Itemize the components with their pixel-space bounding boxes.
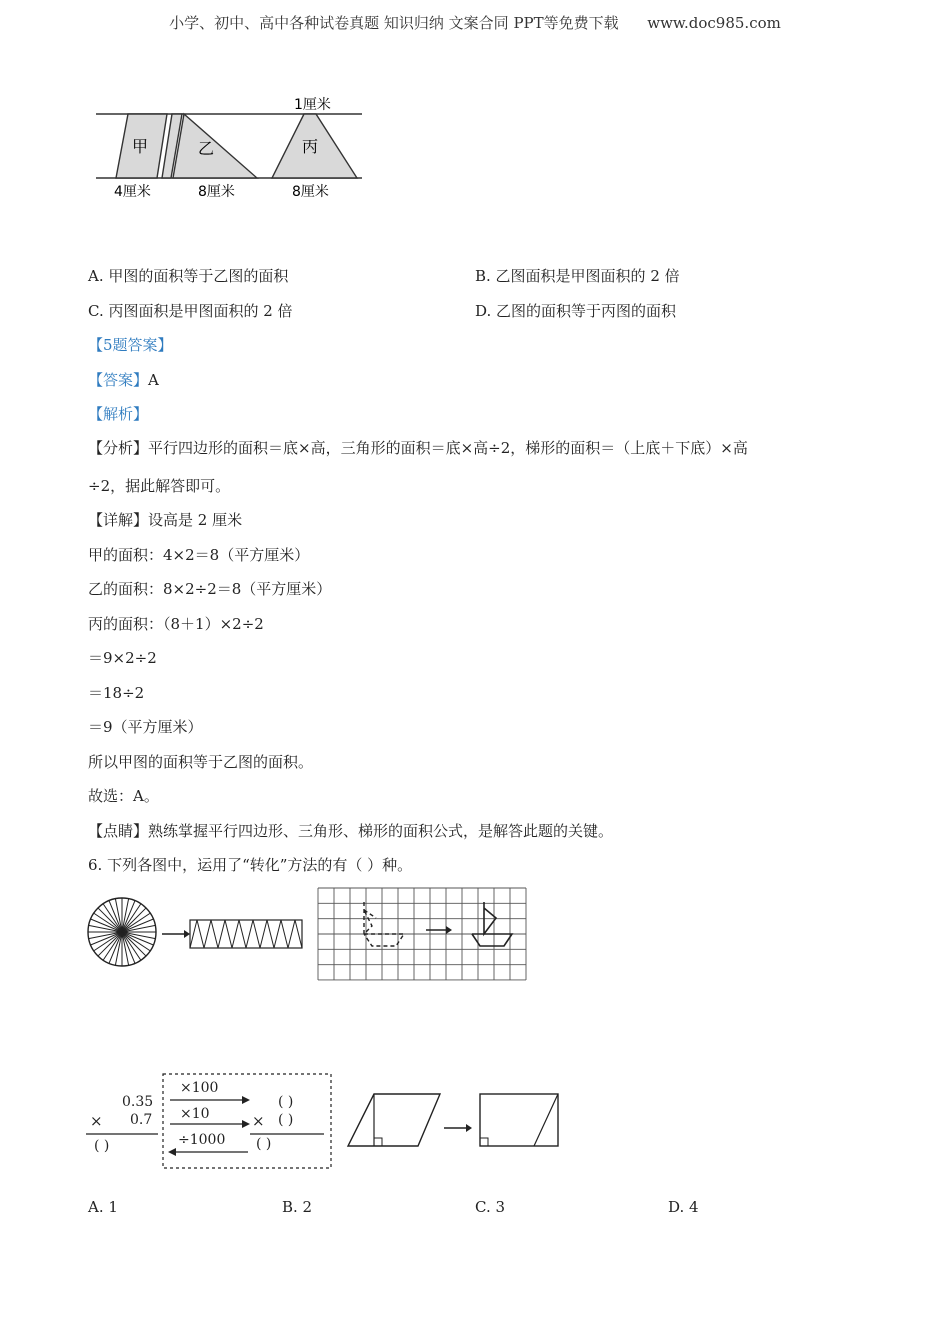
calc-line-2: 乙的面积：8×2÷2＝8（平方厘米） (88, 580, 332, 598)
header-site: www.doc985.com (647, 14, 781, 32)
arrow-head-3 (466, 1124, 472, 1132)
cut-line (534, 1094, 558, 1146)
arrow-head-2 (446, 926, 452, 934)
times-sign: × (90, 1112, 103, 1130)
figure-q6-circle (86, 894, 306, 974)
q6-option-b: B. 2 (282, 1198, 313, 1216)
q6-option-a: A. 1 (88, 1198, 118, 1216)
detail-line (88, 509, 242, 530)
result-paren: ( ) (94, 1138, 110, 1154)
tip-text: 熟练掌握平行四边形、三角形、梯形的面积公式，是解答此题的关键。 (148, 822, 614, 840)
detail-text: 设高是 2 厘米 (148, 511, 243, 529)
paren-1: ( ) (278, 1094, 294, 1110)
parallelogram (348, 1094, 440, 1146)
analysis-tag: 【解析】 (88, 405, 149, 423)
op-times-10: ×10 (180, 1106, 210, 1122)
q6-option-d: D. 4 (668, 1198, 699, 1216)
right-angle-2 (480, 1138, 488, 1146)
figure-q6-parallelogram (344, 1090, 564, 1152)
calc-line-1: 甲的面积：4×2＝8（平方厘米） (88, 546, 310, 564)
page-header (0, 12, 950, 33)
fenxi-text-1: 平行四边形的面积＝底×高，三角形的面积＝底×高÷2，梯形的面积＝（上底＋下底）×高 (148, 439, 748, 457)
label-base-jia: 4厘米 (114, 184, 151, 200)
circle-sectors (88, 898, 156, 966)
calc-line-6: ＝9（平方厘米） (88, 718, 203, 736)
triangle-yi (173, 114, 257, 178)
op-times-100: ×100 (180, 1080, 219, 1096)
op-div-1000: ÷1000 (178, 1132, 226, 1148)
arrow-op3-head (168, 1148, 176, 1156)
strip-rect (190, 920, 302, 948)
label-top-1cm: 1厘米 (294, 97, 331, 113)
paren-3: ( ) (256, 1136, 272, 1152)
q5-option-a: A. 甲图的面积等于乙图的面积 (88, 267, 289, 285)
strip-zigzag (190, 920, 302, 948)
figure-q6-grid (316, 886, 532, 984)
label-bing: 丙 (302, 137, 319, 156)
q5-option-c: C. 丙图面积是甲图面积的 2 倍 (88, 302, 293, 320)
label-jia: 甲 (132, 137, 149, 156)
paren-2: ( ) (278, 1112, 294, 1128)
calc-line-3: 丙的面积：（8＋1）×2÷2 (88, 615, 264, 633)
label-base-bing: 8厘米 (292, 184, 329, 200)
calc-line-5: ＝18÷2 (88, 684, 145, 702)
fenxi-line-1 (88, 437, 748, 458)
multiplicand: 0.35 (122, 1094, 154, 1110)
arrow-op2-head (242, 1120, 250, 1128)
calc-line-4: ＝9×2÷2 (88, 649, 157, 667)
conclusion-line: 所以甲图的面积等于乙图的面积。 (88, 753, 314, 771)
fenxi-line-2: ÷2，据此解答即可。 (88, 477, 231, 495)
tip-tag: 【点睛】 (88, 822, 149, 840)
figure-q5 (94, 92, 366, 204)
times-sign-2: × (252, 1112, 265, 1130)
figure-q6-multiply (86, 1070, 336, 1174)
q5-option-b: B. 乙图面积是甲图面积的 2 倍 (475, 267, 680, 285)
right-angle-1 (374, 1138, 382, 1146)
answer-value: A (148, 371, 159, 389)
question-6: 6. 下列各图中，运用了“转化”方法的有（ ）种。 (88, 856, 413, 874)
choice-line: 故选：A。 (88, 787, 159, 805)
tip-line (88, 820, 613, 841)
answer-line (88, 369, 159, 390)
detail-tag: 【详解】 (88, 511, 149, 529)
answer-tag: 【答案】 (88, 371, 149, 389)
multiplier: 0.7 (130, 1112, 153, 1128)
label-base-yi: 8厘米 (198, 184, 235, 200)
q6-option-c: C. 3 (475, 1198, 506, 1216)
arrow-op1-head (242, 1096, 250, 1104)
header-text: 小学、初中、高中各种试卷真题 知识归纳 文案合同 PPT等免费下载 (169, 14, 619, 32)
label-yi: 乙 (198, 139, 215, 158)
fenxi-tag: 【分析】 (88, 439, 149, 457)
arrow-head-1 (184, 930, 190, 938)
q5-option-d: D. 乙图的面积等于丙图的面积 (475, 302, 677, 320)
answer-title: 【5题答案】 (88, 336, 173, 354)
